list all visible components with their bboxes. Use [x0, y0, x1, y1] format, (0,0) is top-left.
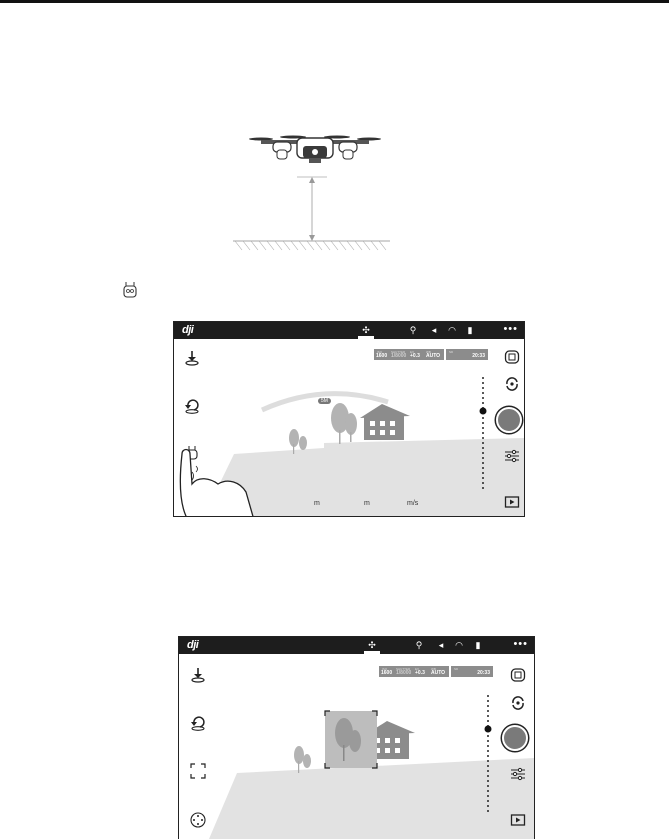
iso-value: 1600	[376, 353, 388, 359]
iso-label: ISO	[377, 350, 383, 354]
playback-icon[interactable]	[510, 812, 526, 828]
speed-badge: 5M	[318, 398, 331, 404]
ev-value: +0.3	[415, 670, 425, 676]
gps-signal-icon: ⚲	[415, 640, 423, 650]
finger-pointer-illustration	[173, 440, 263, 517]
drone-mode-icon[interactable]: ✣	[368, 640, 376, 650]
wifi-icon: ◠	[455, 640, 463, 650]
rc-signal-icon: ◂	[431, 325, 437, 335]
wb-label: WB	[431, 667, 436, 671]
camera-mode-icon[interactable]	[510, 667, 526, 683]
ev-label: EV	[410, 350, 415, 354]
shutter-label: SHUTTER	[391, 350, 406, 354]
ev-value: +0.3	[410, 353, 420, 359]
top-rule	[0, 0, 669, 3]
iso-label: ISO	[382, 667, 388, 671]
return-home-icon[interactable]	[184, 398, 200, 414]
storage-value: 20:33	[477, 670, 490, 676]
more-icon[interactable]: •••	[503, 323, 518, 335]
gps-signal-icon: ⚲	[409, 325, 417, 335]
dji-logo: dji	[187, 639, 199, 651]
ev-label: EV	[415, 667, 420, 671]
battery-icon: ▮	[467, 325, 473, 335]
takeoff-icon[interactable]	[190, 667, 206, 683]
drone-hover-illustration	[225, 120, 405, 260]
app-screen-gesture	[173, 321, 525, 517]
more-icon[interactable]: •••	[513, 638, 528, 650]
camera-switch-icon[interactable]	[510, 695, 526, 711]
playback-icon[interactable]	[504, 494, 520, 510]
shutter-button[interactable]	[502, 725, 528, 751]
battery-icon: ▮	[475, 640, 481, 650]
shutter-label: SHUTTER	[396, 667, 411, 671]
rc-signal-icon: ◂	[438, 640, 444, 650]
app-screen-tapfly	[178, 636, 535, 839]
drone-mode-icon[interactable]: ✣	[362, 325, 370, 335]
iso-value: 1600	[381, 670, 393, 676]
settings-icon[interactable]	[504, 448, 520, 464]
wb-value: AUTO	[426, 353, 441, 359]
storage-label: SD	[454, 667, 459, 671]
remote-controller-icon	[121, 281, 139, 299]
settings-icon[interactable]	[510, 766, 526, 782]
wb-label: WB	[426, 350, 431, 354]
shutter-value: 1/8000	[391, 353, 407, 359]
camera-settings-panel[interactable]	[374, 349, 444, 360]
joystick-icon[interactable]	[190, 812, 206, 828]
dji-logo: dji	[182, 324, 194, 336]
telemetry-unit-speed: m/s	[407, 500, 419, 507]
shutter-value: 1/8000	[396, 670, 412, 676]
storage-panel	[446, 349, 488, 360]
storage-value: 20:33	[472, 353, 485, 359]
telemetry-unit-distance: m	[314, 500, 320, 507]
wifi-icon: ◠	[448, 325, 456, 335]
telemetry-unit-height: m	[364, 500, 370, 507]
camera-mode-icon[interactable]	[504, 349, 520, 365]
storage-panel	[451, 666, 493, 677]
shutter-button[interactable]	[496, 407, 522, 433]
camera-settings-panel[interactable]	[379, 666, 449, 677]
activetrack-icon[interactable]	[190, 763, 206, 779]
wb-value: AUTO	[431, 670, 446, 676]
camera-switch-icon[interactable]	[504, 376, 520, 392]
takeoff-icon[interactable]	[184, 350, 200, 366]
storage-label: SD	[449, 350, 454, 354]
return-home-icon[interactable]	[190, 715, 206, 731]
